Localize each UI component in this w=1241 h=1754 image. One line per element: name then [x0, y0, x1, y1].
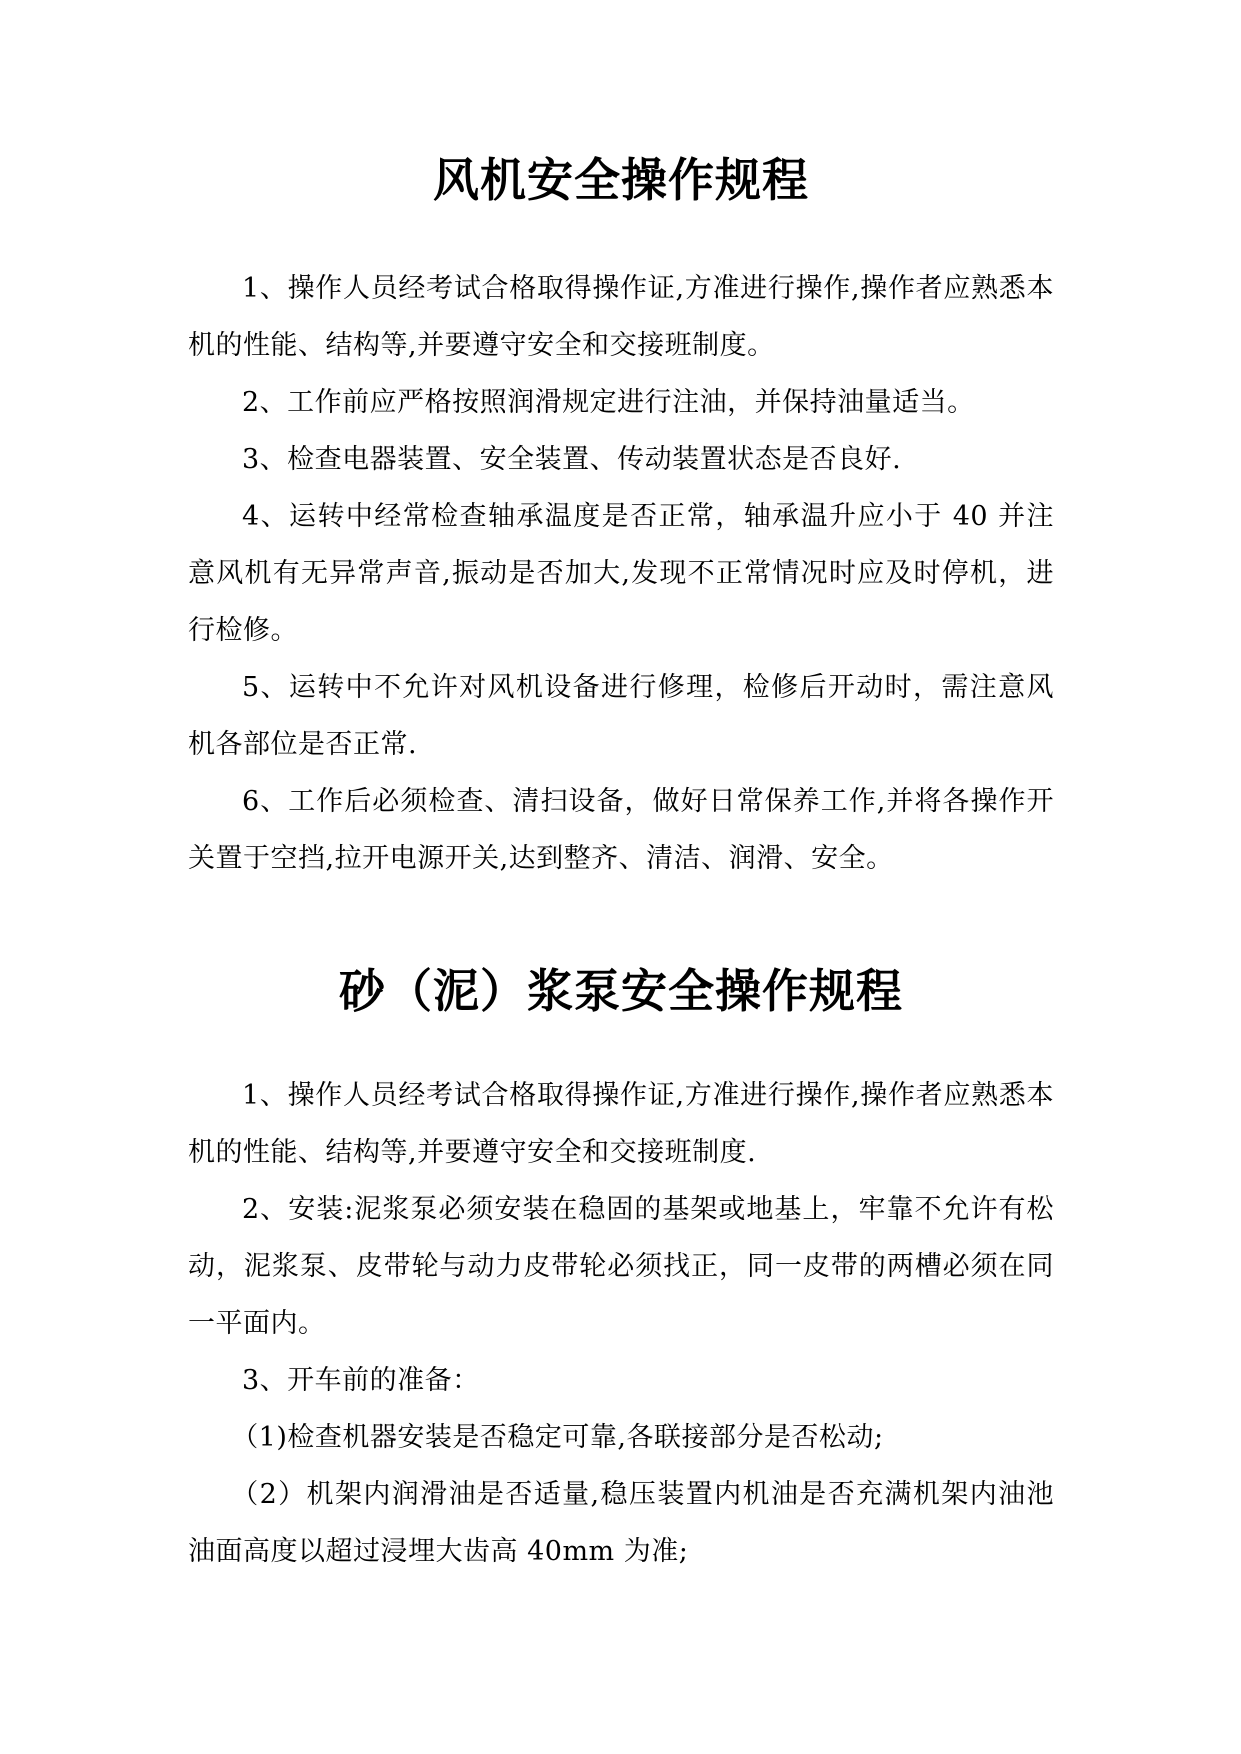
pump-rule-1: 1、操作人员经考试合格取得操作证,方准进行操作,操作者应熟悉本机的性能、结构等,并要遵守安全和交接班制度.: [188, 1080, 1054, 1168]
pump-rule-3-item-2: （2）机架内润滑油是否适量,稳压装置内机油是否充满机架内油池油面高度以超过浸埋大齿高 40mm 为准;: [188, 1479, 1054, 1567]
fan-rule-3: 3、检查电器装置、安全装置、传动装置状态是否良好.: [242, 444, 902, 475]
section-title-mud-pump: 砂（泥）浆泵安全操作规程: [339, 964, 903, 1018]
fan-rule-2: 2、工作前应严格按照润滑规定进行注油，并保持油量适当。: [242, 387, 975, 418]
fan-rule-6: 6、工作后必须检查、清扫设备，做好日常保养工作,并将各操作开关置于空挡,拉开电源开关,达到整齐、清洁、润滑、安全。: [188, 786, 1054, 874]
pump-rule-3: 3、开车前的准备：: [242, 1365, 480, 1396]
pump-rule-3-item-1: （1)检查机器安装是否稳定可靠,各联接部分是否松动;: [231, 1422, 884, 1453]
section-title-fan: 风机安全操作规程: [433, 153, 809, 207]
pump-rule-2: 2、安装:泥浆泵必须安装在稳固的基架或地基上，牢靠不允许有松动，泥浆泵、皮带轮与动力皮带轮必须找正，同一皮带的两槽必须在同一平面内。: [188, 1194, 1054, 1339]
document-content: [188, 148, 1054, 1580]
fan-rule-1: 1、操作人员经考试合格取得操作证,方准进行操作,操作者应熟悉本机的性能、结构等,并要遵守安全和交接班制度。: [188, 273, 1054, 361]
fan-rule-4: 4、运转中经常检查轴承温度是否正常，轴承温升应小于 40 并注意风机有无异常声音,振动是否加大,发现不正常情况时应及时停机，进行检修。: [188, 501, 1054, 646]
fan-rule-5: 5、运转中不允许对风机设备进行修理，检修后开动时，需注意风机各部位是否正常.: [188, 672, 1054, 760]
